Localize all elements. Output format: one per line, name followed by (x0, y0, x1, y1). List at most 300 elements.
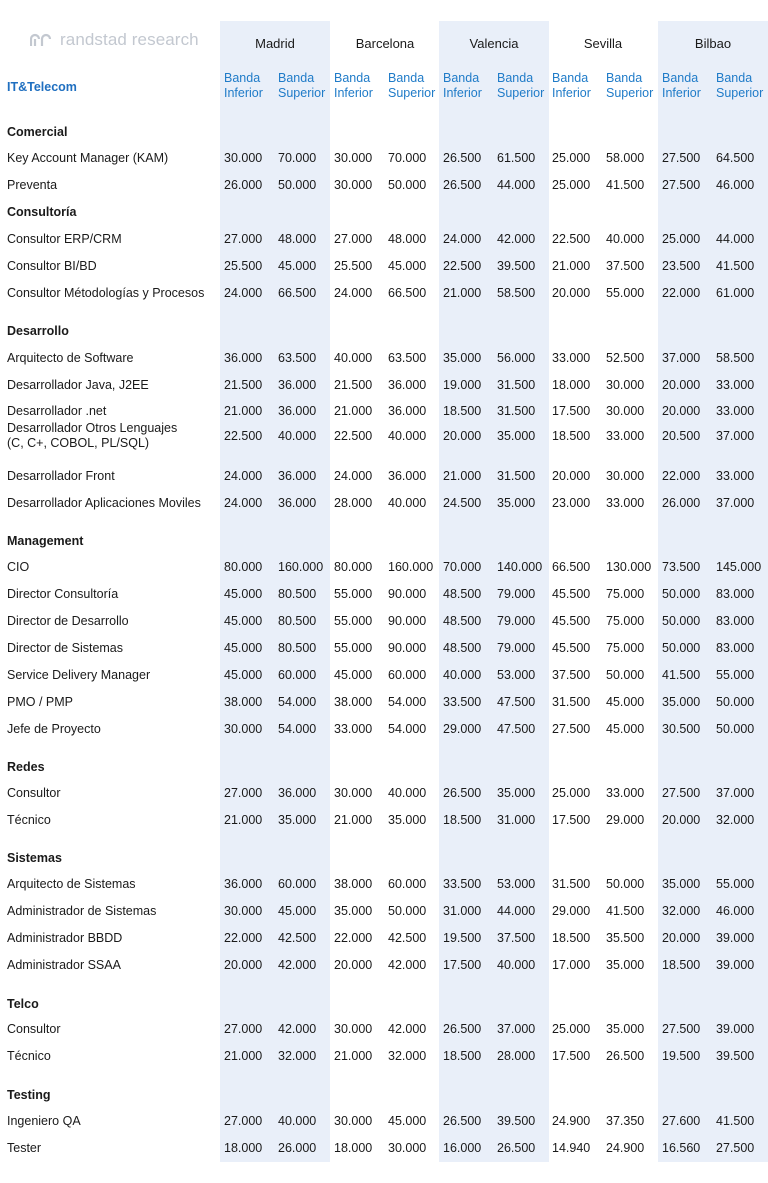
salary-cell: 53.000 (497, 668, 536, 682)
salary-cell: 61.500 (497, 151, 536, 165)
salary-cell: 33.000 (606, 496, 645, 510)
salary-cell: 37.000 (662, 351, 701, 365)
salary-cell: 31.500 (552, 695, 591, 709)
salary-cell: 37.000 (716, 429, 755, 443)
brand-logo (30, 30, 199, 50)
salary-cell: 18.500 (443, 813, 482, 827)
role-label: Desarrollador Otros Lenguajes (C, C+, COBOL, PL/SQL) (7, 421, 178, 450)
salary-cell: 50.000 (662, 614, 701, 628)
salary-cell: 66.500 (388, 286, 427, 300)
salary-cell: 30.500 (662, 722, 701, 736)
salary-cell: 58.500 (497, 286, 536, 300)
salary-cell: 46.000 (716, 904, 755, 918)
salary-cell: 37.500 (497, 931, 536, 945)
city-header-madrid: Madrid (255, 36, 295, 51)
salary-cell: 24.500 (443, 496, 482, 510)
salary-cell: 27.600 (662, 1114, 701, 1128)
salary-cell: 54.000 (278, 722, 317, 736)
salary-cell: 24.000 (443, 232, 482, 246)
role-label: Arquitecto de Sistemas (7, 877, 136, 891)
salary-cell: 21.000 (334, 404, 373, 418)
salary-cell: 22.000 (334, 931, 373, 945)
salary-cell: 63.500 (278, 351, 317, 365)
salary-cell: 45.000 (388, 1114, 427, 1128)
salary-cell: 45.000 (334, 668, 373, 682)
role-label: PMO / PMP (7, 695, 73, 709)
role-label: Desarrollador Aplicaciones Moviles (7, 496, 201, 510)
salary-cell: 30.000 (606, 469, 645, 483)
salary-cell: 32.000 (278, 1049, 317, 1063)
salary-cell: 22.000 (662, 286, 701, 300)
salary-cell: 23.500 (662, 259, 701, 273)
salary-cell: 38.000 (334, 695, 373, 709)
salary-cell: 64.500 (716, 151, 755, 165)
salary-cell: 33.000 (334, 722, 373, 736)
band-header-upper: Banda Superior (388, 71, 436, 100)
salary-cell: 56.000 (497, 351, 536, 365)
salary-cell: 17.500 (443, 958, 482, 972)
salary-cell: 33.500 (443, 695, 482, 709)
city-header-barcelona: Barcelona (355, 36, 415, 51)
salary-cell: 48.500 (443, 641, 482, 655)
salary-cell: 42.500 (278, 931, 317, 945)
salary-cell: 55.000 (716, 668, 755, 682)
salary-cell: 27.500 (716, 1141, 755, 1155)
role-label: Consultor ERP/CRM (7, 232, 122, 246)
salary-cell: 36.000 (224, 877, 263, 891)
salary-cell: 21.000 (443, 469, 482, 483)
salary-cell: 47.500 (497, 695, 536, 709)
salary-cell: 21.500 (334, 378, 373, 392)
city-header-bilbao: Bilbao (694, 36, 732, 51)
salary-cell: 50.000 (388, 178, 427, 192)
role-label: Técnico (7, 1049, 51, 1063)
salary-cell: 33.500 (443, 877, 482, 891)
salary-cell: 45.500 (552, 641, 591, 655)
salary-cell: 42.000 (388, 958, 427, 972)
role-label: Desarrollador .net (7, 404, 107, 418)
salary-cell: 22.500 (224, 429, 263, 443)
salary-cell: 60.000 (388, 668, 427, 682)
salary-cell: 50.000 (606, 877, 645, 891)
role-label: Desarrollador Java, J2EE (7, 378, 149, 392)
salary-cell: 27.500 (662, 151, 701, 165)
salary-cell: 140.000 (497, 560, 543, 574)
salary-cell: 83.000 (716, 641, 755, 655)
salary-cell: 79.000 (497, 587, 536, 601)
salary-cell: 20.000 (662, 404, 701, 418)
category-header: Management (7, 534, 84, 548)
salary-cell: 18.500 (552, 429, 591, 443)
salary-cell: 36.000 (224, 351, 263, 365)
salary-cell: 75.000 (606, 641, 645, 655)
salary-cell: 26.500 (443, 1114, 482, 1128)
salary-cell: 50.000 (716, 695, 755, 709)
salary-cell: 36.000 (278, 378, 317, 392)
salary-cell: 22.500 (552, 232, 591, 246)
salary-cell: 31.500 (552, 877, 591, 891)
salary-cell: 44.000 (716, 232, 755, 246)
salary-cell: 24.000 (224, 286, 263, 300)
salary-cell: 52.500 (606, 351, 645, 365)
salary-cell: 53.000 (497, 877, 536, 891)
salary-cell: 30.000 (606, 378, 645, 392)
salary-cell: 73.500 (662, 560, 701, 574)
salary-cell: 66.500 (278, 286, 317, 300)
salary-cell: 18.000 (224, 1141, 263, 1155)
salary-cell: 70.000 (443, 560, 482, 574)
salary-cell: 41.500 (606, 904, 645, 918)
salary-cell: 40.000 (606, 232, 645, 246)
salary-cell: 39.500 (497, 1114, 536, 1128)
salary-cell: 45.500 (552, 614, 591, 628)
salary-cell: 55.000 (606, 286, 645, 300)
salary-cell: 26.000 (662, 496, 701, 510)
salary-cell: 37.000 (497, 1022, 536, 1036)
salary-cell: 33.000 (716, 404, 755, 418)
salary-cell: 55.000 (334, 587, 373, 601)
salary-cell: 45.000 (278, 259, 317, 273)
category-header: Sistemas (7, 851, 62, 865)
salary-cell: 42.000 (278, 1022, 317, 1036)
category-header: Comercial (7, 125, 68, 139)
salary-cell: 14.940 (552, 1141, 591, 1155)
salary-cell: 60.000 (388, 877, 427, 891)
salary-cell: 29.000 (552, 904, 591, 918)
salary-cell: 20.000 (224, 958, 263, 972)
salary-cell: 40.000 (388, 786, 427, 800)
salary-cell: 33.000 (716, 469, 755, 483)
salary-cell: 18.500 (662, 958, 701, 972)
salary-cell: 31.500 (497, 404, 536, 418)
salary-cell: 48.000 (278, 232, 317, 246)
salary-cell: 26.500 (443, 178, 482, 192)
band-header-upper: Banda Superior (716, 71, 764, 100)
role-label: Consultor (7, 1022, 61, 1036)
category-header: Consultoría (7, 205, 77, 219)
salary-cell: 30.000 (224, 151, 263, 165)
salary-cell: 45.000 (278, 904, 317, 918)
salary-cell: 29.000 (443, 722, 482, 736)
band-header-lower: Banda Inferior (552, 71, 591, 100)
salary-cell: 32.000 (388, 1049, 427, 1063)
salary-cell: 70.000 (278, 151, 317, 165)
salary-cell: 48.500 (443, 587, 482, 601)
salary-cell: 90.000 (388, 587, 427, 601)
salary-cell: 79.000 (497, 641, 536, 655)
salary-cell: 58.000 (606, 151, 645, 165)
salary-cell: 19.500 (662, 1049, 701, 1063)
salary-cell: 28.000 (497, 1049, 536, 1063)
salary-cell: 39.000 (716, 931, 755, 945)
salary-cell: 54.000 (278, 695, 317, 709)
salary-cell: 27.500 (662, 786, 701, 800)
salary-cell: 41.500 (716, 259, 755, 273)
salary-cell: 37.000 (716, 496, 755, 510)
band-header-upper: Banda Superior (606, 71, 654, 100)
salary-cell: 39.000 (716, 1022, 755, 1036)
salary-cell: 24.000 (224, 496, 263, 510)
salary-cell: 40.000 (497, 958, 536, 972)
salary-cell: 45.000 (606, 695, 645, 709)
salary-cell: 35.000 (662, 877, 701, 891)
salary-cell: 80.500 (278, 587, 317, 601)
salary-cell: 26.500 (606, 1049, 645, 1063)
salary-cell: 26.500 (443, 151, 482, 165)
role-label: Key Account Manager (KAM) (7, 151, 169, 165)
salary-cell: 22.000 (662, 469, 701, 483)
salary-cell: 50.000 (716, 722, 755, 736)
salary-cell: 36.000 (278, 469, 317, 483)
role-label: Arquitecto de Software (7, 351, 134, 365)
salary-cell: 42.000 (388, 1022, 427, 1036)
salary-cell: 70.000 (388, 151, 427, 165)
salary-cell: 30.000 (224, 904, 263, 918)
salary-cell: 80.500 (278, 641, 317, 655)
role-label: Director de Desarrollo (7, 614, 129, 628)
salary-cell: 30.000 (224, 722, 263, 736)
salary-cell: 79.000 (497, 614, 536, 628)
role-label: Desarrollador Front (7, 469, 115, 483)
salary-cell: 17.000 (552, 958, 591, 972)
salary-cell: 20.000 (443, 429, 482, 443)
role-label: Administrador BBDD (7, 931, 123, 945)
salary-cell: 26.500 (443, 1022, 482, 1036)
salary-cell: 24.000 (224, 469, 263, 483)
salary-cell: 18.500 (443, 1049, 482, 1063)
salary-cell: 30.000 (334, 1022, 373, 1036)
salary-cell: 60.000 (278, 877, 317, 891)
salary-cell: 20.000 (662, 378, 701, 392)
salary-cell: 21.000 (443, 286, 482, 300)
salary-cell: 22.000 (224, 931, 263, 945)
salary-cell: 42.000 (278, 958, 317, 972)
salary-cell: 21.000 (224, 1049, 263, 1063)
salary-cell: 45.000 (224, 614, 263, 628)
salary-cell: 33.000 (606, 786, 645, 800)
salary-cell: 35.000 (334, 904, 373, 918)
salary-cell: 75.000 (606, 587, 645, 601)
salary-cell: 90.000 (388, 641, 427, 655)
salary-cell: 27.000 (224, 1022, 263, 1036)
role-label: Consultor Métodologías y Procesos (7, 286, 205, 300)
salary-cell: 35.000 (388, 813, 427, 827)
salary-cell: 40.000 (278, 1114, 317, 1128)
salary-cell: 37.500 (552, 668, 591, 682)
salary-cell: 27.500 (552, 722, 591, 736)
salary-cell: 50.000 (278, 178, 317, 192)
salary-cell: 35.000 (606, 958, 645, 972)
salary-cell: 42.500 (388, 931, 427, 945)
salary-cell: 41.500 (716, 1114, 755, 1128)
salary-cell: 35.000 (606, 1022, 645, 1036)
salary-cell: 32.000 (716, 813, 755, 827)
salary-cell: 22.500 (443, 259, 482, 273)
randstad-logo-icon (30, 33, 54, 47)
salary-cell: 17.500 (552, 1049, 591, 1063)
salary-cell: 33.000 (552, 351, 591, 365)
salary-cell: 17.500 (552, 813, 591, 827)
salary-cell: 48.500 (443, 614, 482, 628)
salary-cell: 16.000 (443, 1141, 482, 1155)
salary-cell: 90.000 (388, 614, 427, 628)
salary-cell: 30.000 (606, 404, 645, 418)
salary-cell: 31.000 (497, 813, 536, 827)
salary-cell: 66.500 (552, 560, 591, 574)
salary-cell: 30.000 (334, 178, 373, 192)
salary-cell: 80.000 (334, 560, 373, 574)
salary-cell: 45.000 (388, 259, 427, 273)
salary-cell: 37.000 (716, 786, 755, 800)
salary-cell: 25.000 (662, 232, 701, 246)
role-label: Service Delivery Manager (7, 668, 151, 682)
salary-cell: 31.500 (497, 469, 536, 483)
role-label: Consultor BI/BD (7, 259, 97, 273)
salary-cell: 58.500 (716, 351, 755, 365)
salary-cell: 23.000 (552, 496, 591, 510)
salary-cell: 36.000 (388, 378, 427, 392)
city-header-valencia: Valencia (469, 36, 519, 51)
salary-cell: 25.500 (334, 259, 373, 273)
salary-cell: 47.500 (497, 722, 536, 736)
salary-cell: 80.500 (278, 614, 317, 628)
salary-cell: 50.000 (662, 587, 701, 601)
role-label: Administrador de Sistemas (7, 904, 157, 918)
salary-cell: 35.000 (278, 813, 317, 827)
salary-cell: 26.500 (443, 786, 482, 800)
salary-cell: 18.000 (552, 378, 591, 392)
salary-cell: 60.000 (278, 668, 317, 682)
salary-cell: 27.000 (224, 232, 263, 246)
salary-cell: 20.000 (334, 958, 373, 972)
salary-cell: 30.000 (334, 1114, 373, 1128)
salary-cell: 50.000 (606, 668, 645, 682)
salary-cell: 31.000 (443, 904, 482, 918)
salary-cell: 45.000 (224, 641, 263, 655)
salary-cell: 38.000 (334, 877, 373, 891)
salary-cell: 39.500 (497, 259, 536, 273)
salary-cell: 40.000 (388, 496, 427, 510)
salary-cell: 29.000 (606, 813, 645, 827)
salary-cell: 37.350 (606, 1114, 645, 1128)
salary-cell: 36.000 (278, 404, 317, 418)
salary-cell: 35.000 (497, 786, 536, 800)
sector-label: IT&Telecom (7, 80, 77, 94)
role-label: Director Consultoría (7, 587, 119, 601)
city-header-sevilla: Sevilla (583, 36, 623, 51)
salary-cell: 27.500 (662, 1022, 701, 1036)
salary-cell: 20.000 (552, 469, 591, 483)
salary-cell: 45.000 (224, 587, 263, 601)
band-header-lower: Banda Inferior (662, 71, 701, 100)
salary-cell: 21.000 (334, 813, 373, 827)
role-label: Técnico (7, 813, 51, 827)
band-header-upper: Banda Superior (497, 71, 545, 100)
salary-cell: 22.500 (334, 429, 373, 443)
salary-cell: 21.500 (224, 378, 263, 392)
salary-cell: 35.000 (662, 695, 701, 709)
salary-cell: 16.560 (662, 1141, 701, 1155)
salary-cell: 35.000 (497, 496, 536, 510)
salary-cell: 160.000 (278, 560, 324, 574)
salary-cell: 24.900 (606, 1141, 645, 1155)
salary-cell: 20.000 (552, 286, 591, 300)
salary-cell: 20.000 (662, 931, 701, 945)
salary-cell: 61.000 (716, 286, 755, 300)
salary-cell: 39.500 (716, 1049, 755, 1063)
salary-cell: 32.000 (662, 904, 701, 918)
salary-cell: 36.000 (278, 496, 317, 510)
salary-cell: 18.500 (552, 931, 591, 945)
salary-cell: 83.000 (716, 614, 755, 628)
salary-cell: 28.000 (334, 496, 373, 510)
salary-cell: 33.000 (606, 429, 645, 443)
role-label: Tester (7, 1141, 42, 1155)
band-header-lower: Banda Inferior (224, 71, 263, 100)
band-header-lower: Banda Inferior (443, 71, 482, 100)
salary-cell: 145.000 (716, 560, 762, 574)
salary-cell: 33.000 (716, 378, 755, 392)
salary-cell: 24.900 (552, 1114, 591, 1128)
brand-name: randstad research (60, 30, 199, 49)
salary-cell: 27.500 (662, 178, 701, 192)
salary-cell: 55.000 (716, 877, 755, 891)
salary-cell: 160.000 (388, 560, 434, 574)
salary-cell: 25.000 (552, 151, 591, 165)
salary-cell: 27.000 (334, 232, 373, 246)
band-header-lower: Banda Inferior (334, 71, 373, 100)
salary-cell: 45.500 (552, 587, 591, 601)
salary-cell: 18.500 (443, 404, 482, 418)
salary-cell: 39.000 (716, 958, 755, 972)
salary-cell: 18.000 (334, 1141, 373, 1155)
salary-cell: 30.000 (334, 151, 373, 165)
salary-cell: 130.000 (606, 560, 652, 574)
salary-cell: 24.000 (334, 469, 373, 483)
salary-cell: 83.000 (716, 587, 755, 601)
role-label: Director de Sistemas (7, 641, 124, 655)
salary-cell: 48.000 (388, 232, 427, 246)
salary-cell: 41.500 (662, 668, 701, 682)
salary-cell: 42.000 (497, 232, 536, 246)
salary-cell: 55.000 (334, 641, 373, 655)
salary-cell: 25.000 (552, 178, 591, 192)
salary-cell: 20.000 (662, 813, 701, 827)
role-label: Consultor (7, 786, 61, 800)
role-label: CIO (7, 560, 30, 574)
salary-cell: 19.500 (443, 931, 482, 945)
salary-cell: 50.000 (388, 904, 427, 918)
salary-cell: 44.000 (497, 904, 536, 918)
role-label: Administrador SSAA (7, 958, 121, 972)
salary-cell: 45.000 (224, 668, 263, 682)
salary-cell: 36.000 (388, 404, 427, 418)
salary-cell: 25.500 (224, 259, 263, 273)
salary-cell: 45.000 (606, 722, 645, 736)
salary-cell: 35.000 (443, 351, 482, 365)
salary-cell: 50.000 (662, 641, 701, 655)
category-header: Telco (7, 997, 39, 1011)
salary-cell: 38.000 (224, 695, 263, 709)
salary-cell: 40.000 (443, 668, 482, 682)
salary-cell: 54.000 (388, 722, 427, 736)
salary-cell: 21.000 (224, 404, 263, 418)
salary-cell: 37.500 (606, 259, 645, 273)
salary-cell: 19.000 (443, 378, 482, 392)
salary-cell: 26.500 (497, 1141, 536, 1155)
salary-cell: 55.000 (334, 614, 373, 628)
salary-cell: 24.000 (334, 286, 373, 300)
